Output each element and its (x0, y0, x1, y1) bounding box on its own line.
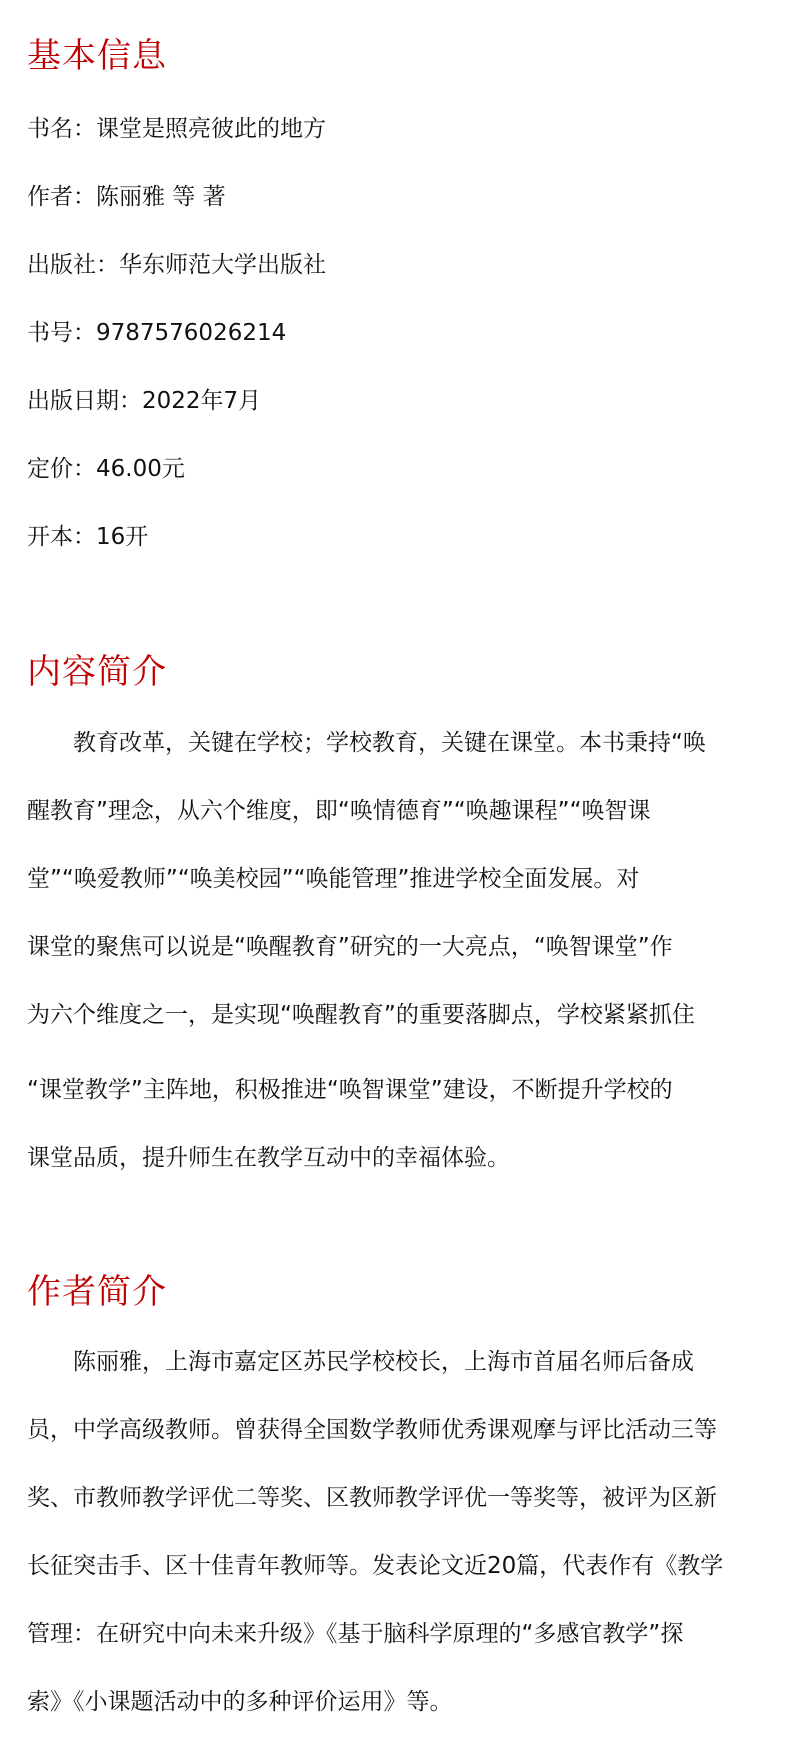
author-intro-line: 陈丽雅，上海市嘉定区苏民学校校长，上海市首届名师后备成 (73, 1349, 694, 1375)
publish-date-line: 出版日期：2022年7月 (27, 388, 262, 414)
content-intro-line: “课堂教学”主阵地，积极推进“唤智课堂”建设，不断提升学校的 (27, 1077, 673, 1103)
content-intro-line: 课堂的聚焦可以说是“唤醒教育”研究的一大亮点，“唤智课堂”作 (27, 934, 673, 960)
basic-info-heading: 基本信息 (27, 36, 167, 76)
book-title-line: 书名：课堂是照亮彼此的地方 (27, 116, 326, 142)
author-intro-heading: 作者简介 (27, 1272, 167, 1312)
format-line: 开本：16开 (27, 524, 149, 550)
price-line: 定价：46.00元 (27, 456, 185, 482)
content-intro-line: 醒教育”理念，从六个维度，即“唤情德育”“唤趣课程”“唤智课 (27, 798, 651, 824)
author-line: 作者：陈丽雅 等 著 (27, 184, 226, 210)
content-intro-line: 课堂品质，提升师生在教学互动中的幸福体验。 (27, 1145, 510, 1171)
author-intro-line: 长征突击手、区十佳青年教师等。发表论文近20篇，代表作有《教学 (27, 1553, 724, 1579)
content-intro-heading: 内容简介 (27, 652, 167, 692)
isbn-line: 书号：9787576026214 (27, 320, 287, 346)
author-intro-line: 奖、市教师教学评优二等奖、区教师教学评优一等奖等，被评为区新 (27, 1485, 717, 1511)
author-intro-line: 索》《小课题活动中的多种评价运用》等。 (27, 1689, 453, 1715)
content-intro-line: 堂”“唤爱教师”“唤美校园”“唤能管理”推进学校全面发展。对 (27, 866, 640, 892)
content-intro-line: 教育改革，关键在学校；学校教育，关键在课堂。本书秉持“唤 (73, 730, 706, 756)
publisher-line: 出版社：华东师范大学出版社 (27, 252, 326, 278)
content-intro-line: 为六个维度之一，是实现“唤醒教育”的重要落脚点，学校紧紧抓住 (27, 1002, 695, 1028)
author-intro-line: 员，中学高级教师。曾获得全国数学教师优秀课观摩与评比活动三等 (27, 1417, 717, 1443)
author-intro-line: 管理：在研究中向未来升级》《基于脑科学原理的“多感官教学”探 (27, 1621, 684, 1647)
